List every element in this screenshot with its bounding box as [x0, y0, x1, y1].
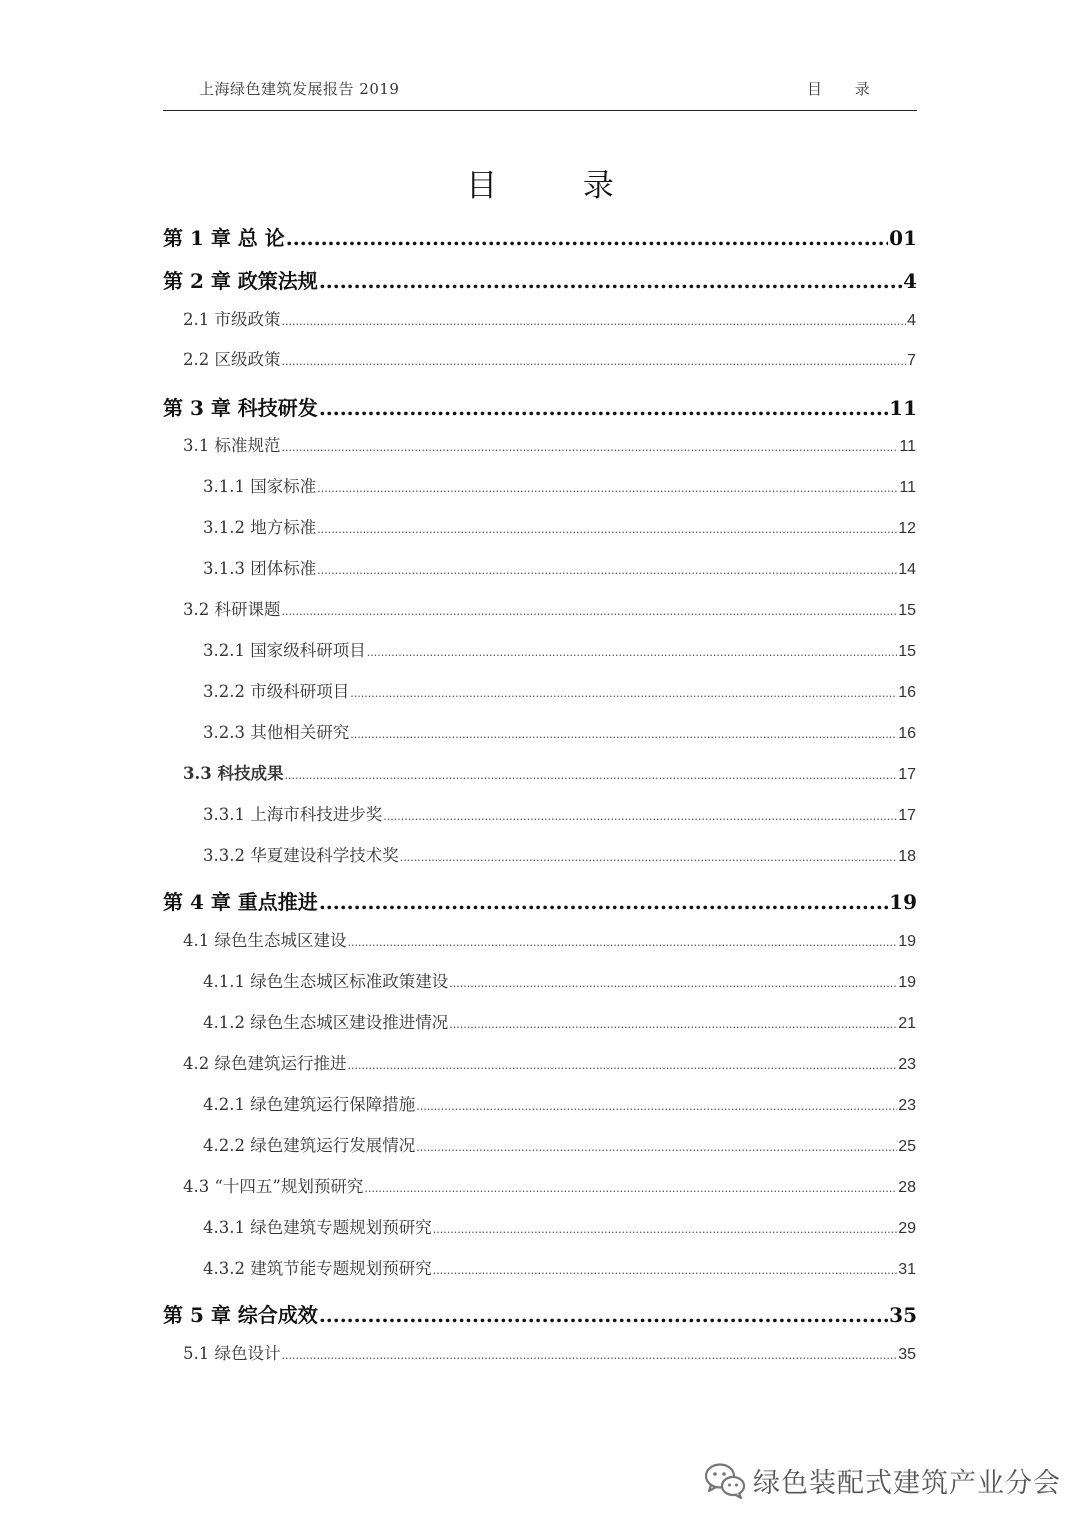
toc-entry-2-2[interactable]	[183, 346, 916, 370]
toc-leader-dots	[449, 972, 897, 991]
toc-label: 3.3 科技成果	[183, 764, 284, 783]
toc-leader-dots	[282, 600, 898, 619]
toc-page-number: 14	[898, 561, 916, 578]
toc-entry-3-2-1[interactable]	[203, 637, 916, 661]
toc-page-number: 15	[898, 602, 916, 619]
toc-leader-dots	[286, 226, 888, 250]
toc-entry-chapter-2[interactable]	[163, 265, 917, 294]
toc-entry-4-1[interactable]	[183, 927, 916, 951]
toc-page-number: 11	[899, 438, 916, 455]
toc-leader-dots	[400, 846, 897, 865]
toc-label: 4.2.2 绿色建筑运行发展情况	[203, 1136, 416, 1155]
toc-entry-3-1-2[interactable]	[203, 514, 916, 538]
toc-label: 3.2.2 市级科研项目	[203, 682, 350, 701]
wechat-icon	[703, 1460, 747, 1500]
toc-page-number: 12	[898, 520, 916, 537]
toc-leader-dots	[367, 641, 897, 660]
toc-leader-dots	[284, 764, 897, 783]
toc-page-number: 17	[898, 807, 916, 824]
toc-page-number: 16	[898, 725, 916, 742]
toc-entry-4-2-2[interactable]	[203, 1132, 916, 1156]
watermark-text: 绿色装配式建筑产业分会	[753, 1467, 1061, 1499]
toc-page-number: 17	[898, 766, 916, 783]
toc-label: 2.1 市级政策	[183, 310, 281, 329]
toc-page-number: 19	[889, 890, 917, 914]
toc-label: 3.1 标准规范	[183, 436, 281, 455]
toc-page-number: 35	[898, 1346, 916, 1363]
toc-entry-3-3[interactable]	[183, 760, 916, 784]
toc-entry-4-2-1[interactable]	[203, 1091, 916, 1115]
header-section-title: 目 录	[807, 80, 884, 98]
toc-page-number: 4	[907, 312, 916, 329]
toc-leader-dots	[317, 518, 897, 537]
toc-page-number: 28	[898, 1179, 916, 1196]
toc-page-number: 23	[898, 1056, 916, 1073]
toc-page-number: 01	[889, 226, 917, 250]
toc-entry-3-3-2[interactable]	[203, 842, 916, 866]
toc-label: 4.2 绿色建筑运行推进	[183, 1054, 347, 1073]
toc-page-number: 15	[898, 643, 916, 660]
toc-label: 第 4 章 重点推进	[163, 890, 318, 914]
toc-leader-dots	[317, 559, 897, 578]
toc-entry-4-2[interactable]	[183, 1050, 916, 1074]
toc-label: 4.1.2 绿色生态城区建设推进情况	[203, 1013, 449, 1032]
toc-label: 4.2.1 绿色建筑运行保障措施	[203, 1095, 416, 1114]
toc-page-number: 19	[898, 933, 916, 950]
toc-leader-dots	[348, 931, 898, 950]
toc-leader-dots	[319, 890, 888, 914]
toc-entry-3-2-2[interactable]	[203, 678, 916, 702]
toc-entry-chapter-5[interactable]	[163, 1299, 917, 1328]
toc-label: 3.3.1 上海市科技进步奖	[203, 805, 383, 824]
toc-entry-3-1-1[interactable]	[203, 473, 916, 497]
header-report-title: 上海绿色建筑发展报告 2019	[199, 80, 400, 98]
toc-leader-dots	[416, 1095, 897, 1114]
toc-entry-4-3-1[interactable]	[203, 1214, 916, 1238]
toc-leader-dots	[364, 1177, 897, 1196]
toc-leader-dots	[319, 396, 888, 420]
toc-label: 3.3.2 华夏建设科学技术奖	[203, 846, 399, 865]
page-title: 目 录	[466, 168, 652, 204]
toc-leader-dots	[319, 1303, 888, 1327]
toc-label: 3.1.2 地方标准	[203, 518, 317, 537]
toc-leader-dots	[350, 723, 897, 742]
toc-label: 第 3 章 科技研发	[163, 396, 318, 420]
toc-label: 3.2.1 国家级科研项目	[203, 641, 366, 660]
toc-page-number: 19	[898, 974, 916, 991]
toc-label: 4.3.2 建筑节能专题规划预研究	[203, 1259, 432, 1278]
toc-entry-4-3[interactable]	[183, 1173, 916, 1197]
toc-entry-3-3-1[interactable]	[203, 801, 916, 825]
toc-leader-dots	[282, 436, 899, 455]
toc-entry-4-1-1[interactable]	[203, 968, 916, 992]
toc-page-number: 11	[889, 396, 917, 420]
toc-page-number: 7	[907, 352, 916, 369]
toc-leader-dots	[282, 1344, 898, 1363]
toc-leader-dots	[433, 1259, 897, 1278]
toc-label: 4.3.1 绿色建筑专题规划预研究	[203, 1218, 432, 1237]
toc-entry-3-2-3[interactable]	[203, 719, 916, 743]
toc-label: 4.1 绿色生态城区建设	[183, 931, 347, 950]
toc-leader-dots	[350, 682, 897, 701]
toc-page-number: 31	[898, 1261, 916, 1278]
toc-leader-dots	[282, 350, 907, 369]
toc-entry-3-2[interactable]	[183, 596, 916, 620]
toc-label: 5.1 绿色设计	[183, 1344, 281, 1363]
toc-leader-dots	[449, 1013, 897, 1032]
toc-leader-dots	[348, 1054, 898, 1073]
toc-label: 3.2 科研课题	[183, 600, 281, 619]
toc-label: 3.1.3 团体标准	[203, 559, 317, 578]
toc-page-number: 23	[898, 1097, 916, 1114]
toc-label: 4.3 “十四五”规划预研究	[183, 1177, 364, 1196]
toc-leader-dots	[282, 310, 907, 329]
toc-entry-4-1-2[interactable]	[203, 1009, 916, 1033]
toc-page-number: 21	[898, 1015, 916, 1032]
toc-leader-dots	[319, 269, 902, 293]
toc-leader-dots	[383, 805, 897, 824]
toc-entry-4-3-2[interactable]	[203, 1255, 916, 1279]
toc-entry-chapter-3[interactable]	[163, 392, 917, 421]
toc-label: 3.1.1 国家标准	[203, 477, 317, 496]
toc-entry-5-1[interactable]	[183, 1340, 916, 1364]
toc-label: 3.2.3 其他相关研究	[203, 723, 350, 742]
toc-page-number: 25	[898, 1138, 916, 1155]
toc-page-number: 4	[903, 269, 917, 293]
toc-entry-chapter-4[interactable]	[163, 886, 917, 915]
toc-leader-dots	[433, 1218, 897, 1237]
toc-entry-2-1[interactable]	[183, 306, 916, 330]
toc-label: 第 1 章 总 论	[163, 226, 285, 250]
watermark	[703, 1456, 1061, 1504]
toc-leader-dots	[416, 1136, 897, 1155]
toc-page-number: 18	[898, 848, 916, 865]
toc-label: 第 5 章 综合成效	[163, 1303, 318, 1327]
toc-entry-chapter-1[interactable]	[163, 222, 917, 251]
toc-label: 2.2 区级政策	[183, 350, 281, 369]
toc-leader-dots	[317, 477, 898, 496]
toc-page-number: 29	[898, 1220, 916, 1237]
toc-page-number: 16	[898, 684, 916, 701]
toc-page-number: 35	[889, 1303, 917, 1327]
toc-label: 4.1.1 绿色生态城区标准政策建设	[203, 972, 449, 991]
toc-page-number: 11	[899, 479, 916, 496]
toc-label: 第 2 章 政策法规	[163, 269, 318, 293]
toc-entry-3-1[interactable]	[183, 432, 916, 456]
toc-entry-3-1-3[interactable]	[203, 555, 916, 579]
